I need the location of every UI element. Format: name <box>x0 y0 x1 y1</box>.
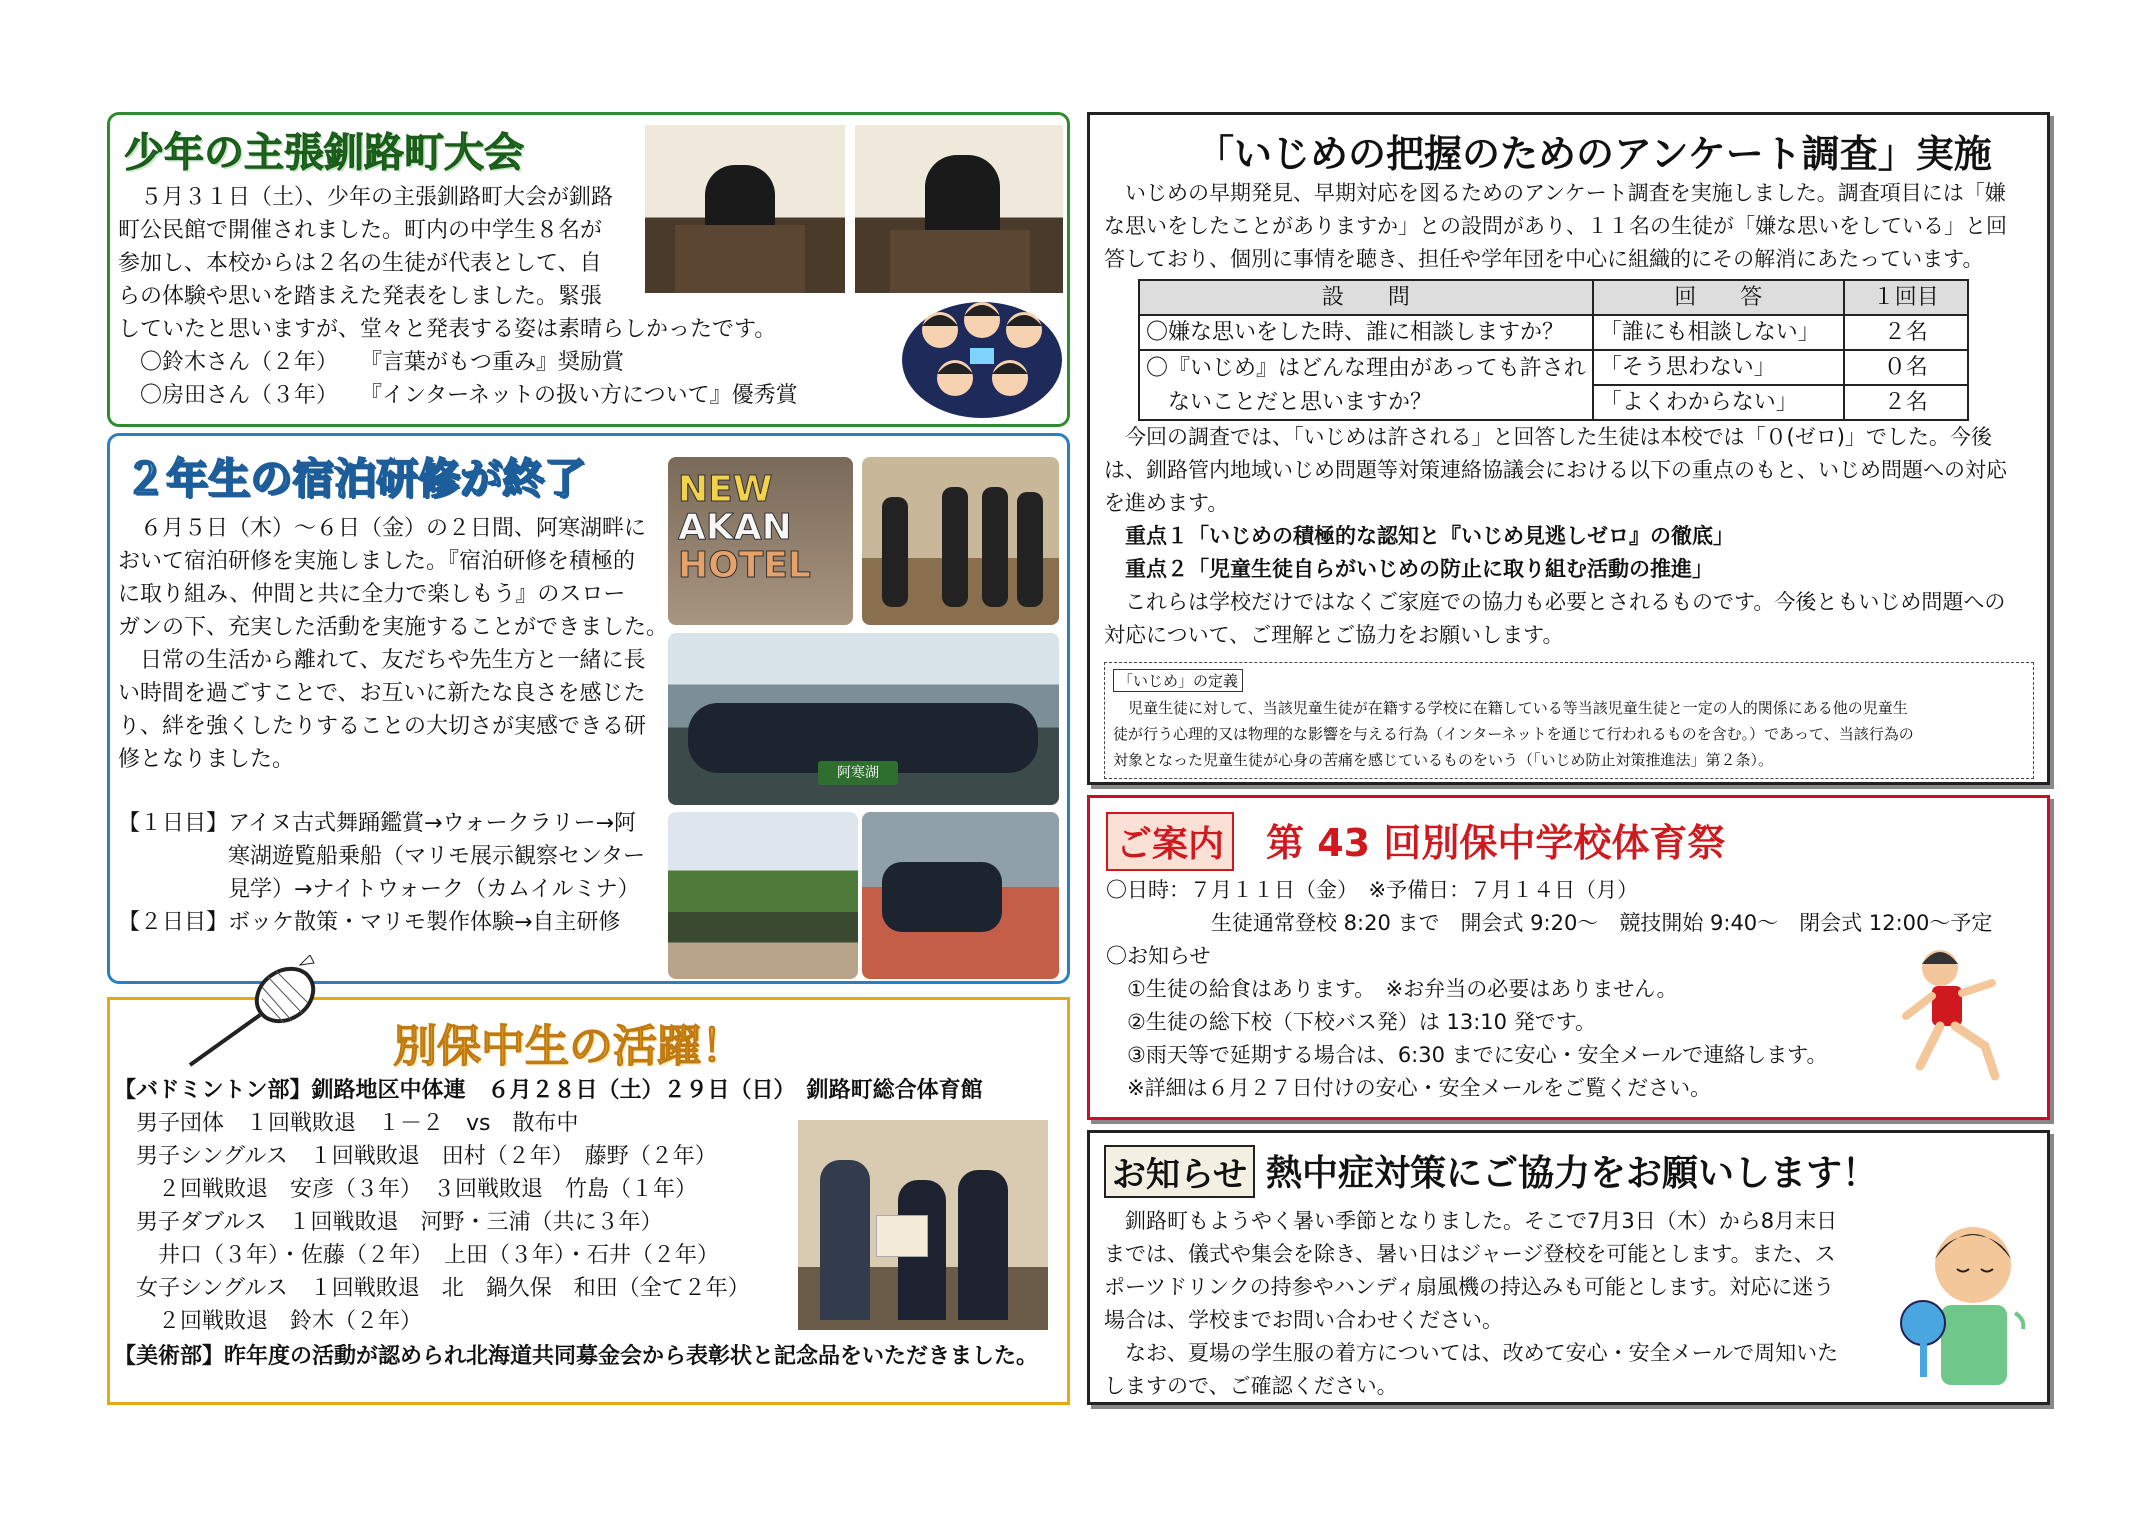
schedule-line: 寒湖遊覧船乗船（マリモ展示観察センター <box>118 844 646 869</box>
heatstroke-line: 釧路町もようやく暑い季節となりました。そこで7月3日（木）から8月末日 <box>1104 1209 1838 1233</box>
achievements-section <box>107 997 1070 1405</box>
notice-tag: お知らせ <box>1104 1145 1255 1198</box>
badminton-result: 井口（３年）・佐藤（２年） 上田（３年）・石井（２年） <box>114 1243 720 1268</box>
overnight-training-title: ２年生の宿泊研修が終了 <box>124 454 587 503</box>
survey-table-header <box>1139 280 1968 315</box>
festival-line: ①生徒の給食はあります。 ※お弁当の必要はありません。 <box>1106 977 1678 1001</box>
table-cell: ２名 <box>1844 315 1968 350</box>
speech-contest-line: らの体験や思いを踏まえた発表をしました。緊張 <box>118 284 603 309</box>
schedule-line: 見学）→ナイトウォーク（カムイルミナ） <box>118 877 640 902</box>
speech-contest-line: 参加し、本校からは２名の生徒が代表として、自 <box>118 251 602 276</box>
definition-label: 「いじめ」の定義 <box>1113 669 1243 692</box>
overnight-line: に取り組み、仲間と共に全力で楽しもう』のスロー <box>118 582 626 607</box>
survey-intro: いじめの早期発見、早期対応を図るためのアンケート調査を実施しました。調査項目には「嫌 <box>1104 181 2006 205</box>
definition-line: 徒が行う心理的又は物理的な影響を与える行為（インターネットを通じて行われるものを含む。）であって、当該行為の <box>1113 725 1914 743</box>
award-photo <box>798 1120 1048 1330</box>
table-row <box>1139 385 1968 420</box>
heatstroke-line: までは、儀式や集会を除き、暑い日はジャージ登校を可能とします。また、ス <box>1104 1242 1836 1266</box>
boy-fan-illustration <box>1895 1213 2035 1393</box>
heatstroke-line: しますので、ご確認ください。 <box>1104 1374 1398 1398</box>
header-question: 設 問 <box>1139 280 1593 315</box>
overnight-training-section <box>107 433 1070 984</box>
survey-body: これらは学校だけではなくご家庭での協力も必要とされるものです。今後ともいじめ問題への <box>1104 590 2006 614</box>
badminton-result: 女子シングルス １回戦敗退 北 鍋久保 和田（全て２年） <box>114 1276 750 1301</box>
bullying-survey-title: 「いじめの把握のためのアンケート調査」実施 <box>1196 132 1992 176</box>
badminton-result: ２回戦敗退 鈴木（２年） <box>114 1309 423 1334</box>
table-cell: 〇『いじめ』はどんな理由があっても許され <box>1139 350 1593 385</box>
festival-line: 〇日時：７月１１日（金） ※予備日：７月１４日（月） <box>1106 878 1639 902</box>
table-cell: ないことだと思いますか？ <box>1139 385 1593 420</box>
forest-photo <box>668 812 858 979</box>
overnight-line: い時間を過ごすことで、お互いに新たな良さを感じた <box>118 681 646 706</box>
hotel-sign-photo <box>668 457 853 625</box>
lobby-photo <box>862 457 1059 625</box>
survey-intro: 答しており、個別に事情を聴き、担任や学年団を中心に組織的にその解消にあたっています。 <box>1104 247 1984 271</box>
survey-body: は、釧路管内地域いじめ問題等対策連絡協議会における以下の重点のもと、いじめ問題への対応 <box>1104 458 2007 482</box>
badminton-header: 【バドミントン部】釧路地区中体連 ６月２８日（土）２９日（日） 釧路町総合体育館 <box>114 1078 983 1103</box>
speech-photo-2 <box>855 125 1063 293</box>
overnight-line: おいて宿泊研修を実施しました。『宿泊研修を積極的 <box>118 549 636 574</box>
definition-line: 対象となった児童生徒が心身の苦痛を感じているものをいう（「いじめ防止対策推進法」第２条）。 <box>1113 751 1774 769</box>
hotel-sign-text: AKAN <box>678 507 792 548</box>
table-cell: ２名 <box>1844 385 1968 420</box>
speech-contest-award: 〇鈴木さん（２年） 『言葉がもつ重み』奨励賞 <box>118 350 625 375</box>
header-answer: 回 答 <box>1593 280 1844 315</box>
sports-festival-title: 第 43 回別保中学校体育祭 <box>1266 821 1726 865</box>
survey-intro: な思いをしたことがありますか」との設問があり、１１名の生徒が「嫌な思いをしている」と回 <box>1104 214 2007 238</box>
survey-table <box>1138 279 1969 421</box>
table-cell: 「誰にも相談しない」 <box>1593 315 1844 350</box>
table-cell: 〇嫌な思いをした時、誰に相談しますか？ <box>1139 315 1593 350</box>
table-row <box>1139 350 1968 385</box>
art-club-line: 【美術部】昨年度の活動が認められ北海道共同募金会から表彰状と記念品をいただきました。 <box>114 1344 1039 1369</box>
heatstroke-title: 熱中症対策にご協力をお願いします！ <box>1266 1153 1879 1194</box>
badminton-racket-icon <box>180 955 320 1075</box>
survey-body: を進めます。 <box>1104 491 1229 515</box>
festival-line: 生徒通常登校 8:20 まで 開会式 9:20～ 競技開始 9:40～ 閉会式 12:00～予定 <box>1106 911 1993 935</box>
table-cell: 「よくわからない」 <box>1593 385 1844 420</box>
schedule-line: 【２日目】ボッケ散策・マリモ製作体験→自主研修 <box>118 910 621 935</box>
heatstroke-line: 場合は、学校までお問い合わせください。 <box>1104 1308 1503 1332</box>
speech-contest-line: していたと思いますが、堂々と発表する姿は素晴らしかったです。 <box>118 317 777 342</box>
speech-photo-1 <box>645 125 845 293</box>
bullying-survey-section <box>1087 112 2050 785</box>
hotel-sign-text: NEW <box>678 469 773 510</box>
speech-contest-section <box>107 112 1070 427</box>
festival-line: ※詳細は６月２７日付けの安心・安全メールをご覧ください。 <box>1106 1076 1712 1100</box>
badminton-result: 男子シングルス １回戦敗退 田村（２年） 藤野（２年） <box>114 1144 717 1169</box>
heatstroke-section <box>1087 1130 2050 1405</box>
festival-line: ②生徒の総下校（下校バス発）は 13:10 発です。 <box>1106 1010 1597 1034</box>
table-cell: 「そう思わない」 <box>1593 350 1844 385</box>
lake-banner: 阿寒湖 <box>818 761 898 785</box>
overnight-line: ６月５日（木）～６日（金）の２日間、阿寒湖畔に <box>118 516 647 541</box>
speech-contest-award: 〇房田さん（３年） 『インターネットの扱い方について』優秀賞 <box>118 383 798 408</box>
table-row <box>1139 315 1968 350</box>
guide-tag: ご案内 <box>1106 812 1234 871</box>
festival-line: ③雨天等で延期する場合は、6:30 までに安心・安全メールで連絡します。 <box>1106 1043 1828 1067</box>
street-photo <box>862 812 1059 979</box>
survey-body: 対応について、ご理解とご協力をお願いします。 <box>1104 623 1564 647</box>
overnight-line: ガンの下、充実した活動を実施することができました。 <box>118 615 669 640</box>
definition-line: 児童生徒に対して、当該児童生徒が在籍する学校に在籍している等当該児童生徒と一定の人的関係にある他の児童生 <box>1113 699 1908 717</box>
schedule-line: 【１日目】アイヌ古式舞踊鑑賞→ウォークラリー→阿 <box>118 811 637 836</box>
heatstroke-line: なお、夏場の学生服の着方については、改めて安心・安全メールで周知いた <box>1104 1341 1839 1365</box>
survey-body: 今回の調査では、「いじめは許される」と回答した生徒は本校では「０(ゼロ)」でした。今後 <box>1104 425 1992 449</box>
table-cell: ０名 <box>1844 350 1968 385</box>
festival-line: 〇お知らせ <box>1106 944 1211 968</box>
runner-illustration <box>1880 938 2030 1088</box>
students-phones-illustration <box>900 290 1065 420</box>
overnight-line: 日常の生活から離れて、友だちや先生方と一緒に長 <box>118 648 646 673</box>
sports-festival-section <box>1087 795 2050 1120</box>
badminton-result: 男子ダブルス １回戦敗退 河野・三浦（共に３年） <box>114 1210 663 1235</box>
header-first: １回目 <box>1844 280 1968 315</box>
focus-point-1: 重点１「いじめの積極的な認知と『いじめ見逃しゼロ』の徹底」 <box>1104 524 1734 548</box>
heatstroke-line: ポーツドリンクの持参やハンディ扇風機の持込みも可能とします。対応に迷う <box>1104 1275 1835 1299</box>
group-photo <box>668 633 1059 805</box>
focus-point-2: 重点２「児童生徒自らがいじめの防止に取り組む活動の推進」 <box>1104 557 1713 581</box>
speech-contest-line: ５月３１日（土）、少年の主張釧路町大会が釧路 <box>118 185 614 210</box>
definition-box <box>1104 662 2034 779</box>
speech-contest-title: 少年の主張釧路町大会 <box>124 130 524 176</box>
speech-contest-line: 町公民館で開催されました。町内の中学生８名が <box>118 218 603 243</box>
badminton-result: 男子団体 １回戦敗退 １－２ vs 散布中 <box>114 1111 579 1136</box>
badminton-result: ２回戦敗退 安彦（３年） ３回戦敗退 竹島（１年） <box>114 1177 698 1202</box>
hotel-sign-text: HOTEL <box>678 545 811 586</box>
achievements-title: 別保中生の活躍！ <box>393 1021 745 1072</box>
overnight-line: り、絆を強くしたりすることの大切さが実感できる研 <box>118 714 647 739</box>
overnight-line: 修となりました。 <box>118 747 295 772</box>
